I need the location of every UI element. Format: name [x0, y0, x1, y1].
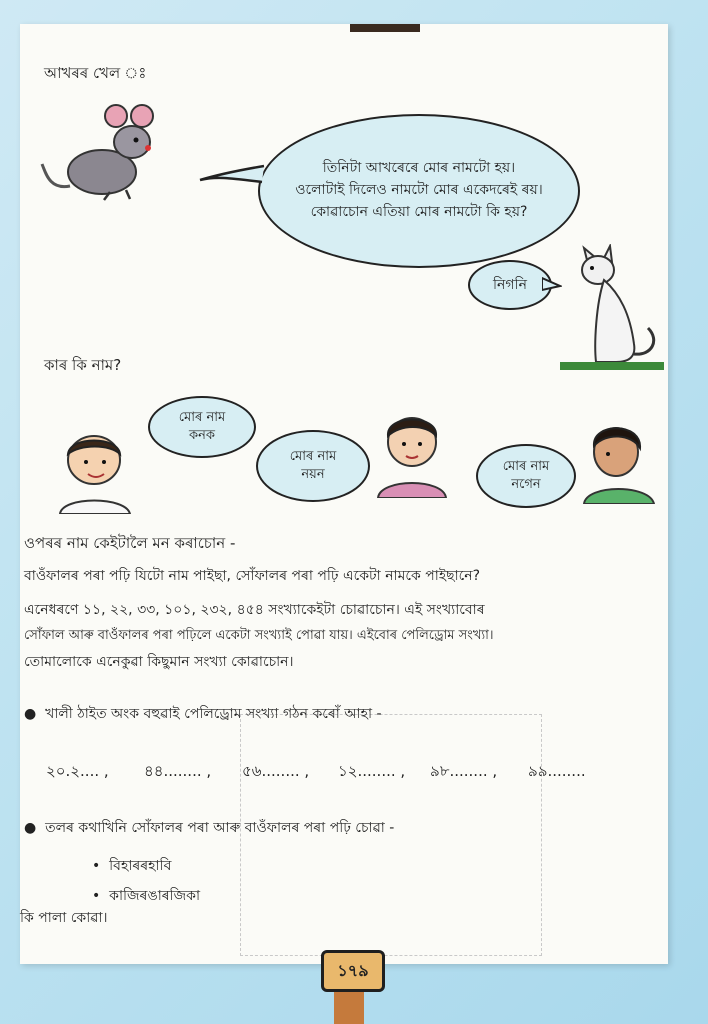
kid-1-bubble-line-1: মোৰ নাম — [178, 410, 226, 426]
paragraph-3-line-1: এনেধৰণে ১১, ২২, ৩৩, ১০১, ২৩২, ৪৫৪ সংখ্যাকেইটা চোৱাচোন। এই সংখ্যাবোৰ — [24, 602, 485, 618]
cat-bubble-text: নিগনি — [493, 276, 527, 293]
mouse-bubble-line-1: তিনিটা আখৰেৰে মোৰ নামটো হয়। — [322, 160, 516, 177]
kid-2-illustration — [370, 408, 454, 498]
page-top-tab — [350, 24, 420, 32]
kid-1-bubble-line-2: কনক — [189, 428, 215, 443]
list-item-2 — [92, 884, 200, 908]
mouse-bubble-line-2: ওলোটাই দিলেও নামটো মোৰ একেদৰেই ৰয়। — [295, 182, 543, 199]
kid-1-illustration — [50, 430, 140, 514]
kid-3-speech-bubble — [476, 444, 576, 508]
cat-bubble-tail — [542, 276, 562, 292]
blank-1[interactable]: ২০.২.... , — [46, 762, 109, 780]
blank-4[interactable]: ১২........ , — [338, 762, 406, 780]
kid-3-bubble-line-1: মোৰ নাম — [502, 459, 550, 475]
blank-6[interactable]: ৯৯........ — [528, 762, 586, 780]
kid-2-speech-bubble — [256, 430, 370, 502]
mouse-speech-bubble — [258, 114, 580, 268]
closing-line: কি পালা কোৱা। — [20, 910, 108, 926]
paragraph-1: ওপৰৰ নাম কেইটালৈ মন কৰাচোন - — [24, 534, 236, 552]
game-title: আখৰৰ খেল ঃ — [44, 64, 147, 82]
bullet-icon: ● — [24, 706, 46, 722]
task-2-text: তলৰ কথাখিনি সোঁফালৰ পৰা আৰু বাওঁফালৰ পৰা পঢ়ি চোৱা - — [45, 820, 395, 836]
kid-2-bubble-line-2: নয়ন — [301, 467, 325, 482]
kid-2-bubble-line-1: মোৰ নাম — [289, 449, 337, 465]
blank-5[interactable]: ৯৮........ , — [430, 762, 498, 780]
blank-2[interactable]: ৪৪........ , — [144, 762, 212, 780]
mouse-illustration — [40, 94, 160, 204]
kid-3-illustration — [576, 414, 660, 504]
bullet-icon: ● — [24, 820, 46, 836]
page-number-text: ১৭৯ — [337, 960, 369, 980]
textbook-page — [20, 24, 668, 964]
task-2 — [24, 818, 394, 840]
small-bullet-icon: • — [92, 858, 110, 874]
kid-3-bubble-line-2: নগেন — [511, 477, 541, 492]
page-number — [321, 950, 385, 992]
mouse-bubble-line-3: কোৱাচোন এতিয়া মোৰ নামটো কি হয়? — [310, 203, 528, 220]
task-1-text: খালী ঠাইত অংক বহুৱাই পেলিড্ৰোম সংখ্যা গঠন কৰোঁ আহা - — [45, 706, 382, 722]
list-item-1-text: বিহাৰৰহাবি — [109, 858, 172, 874]
paragraph-2: বাওঁফালৰ পৰা পঢ়ি যিটো নাম পাইছা, সোঁফালৰ পৰা পঢ়ি একেটা নামকে পাইছানে? — [24, 568, 481, 584]
blank-3[interactable]: ৫৬........ , — [242, 762, 310, 780]
task-1 — [24, 704, 382, 726]
names-title: কাৰ কি নাম? — [44, 356, 122, 374]
paragraph-3-line-2: সোঁফাল আৰু বাওঁফালৰ পৰা পঢ়িলে একেটা সংখ্যাই পোৱা যায়। এইবোৰ পেলিড্ৰোম সংখ্যা। — [24, 628, 494, 643]
list-item-1 — [92, 854, 171, 878]
mouse-bubble-tail — [190, 154, 266, 194]
paragraph-3-line-3: তোমালোকে এনেকুৱা কিছুমান সংখ্যা কোৱাচোন। — [24, 654, 294, 670]
cat-speech-bubble — [468, 260, 552, 310]
small-bullet-icon: • — [92, 888, 110, 904]
kid-1-speech-bubble — [148, 396, 256, 458]
list-item-2-text: কাজিৰঙাৰজিকা — [109, 888, 201, 904]
cat-illustration — [560, 244, 664, 374]
